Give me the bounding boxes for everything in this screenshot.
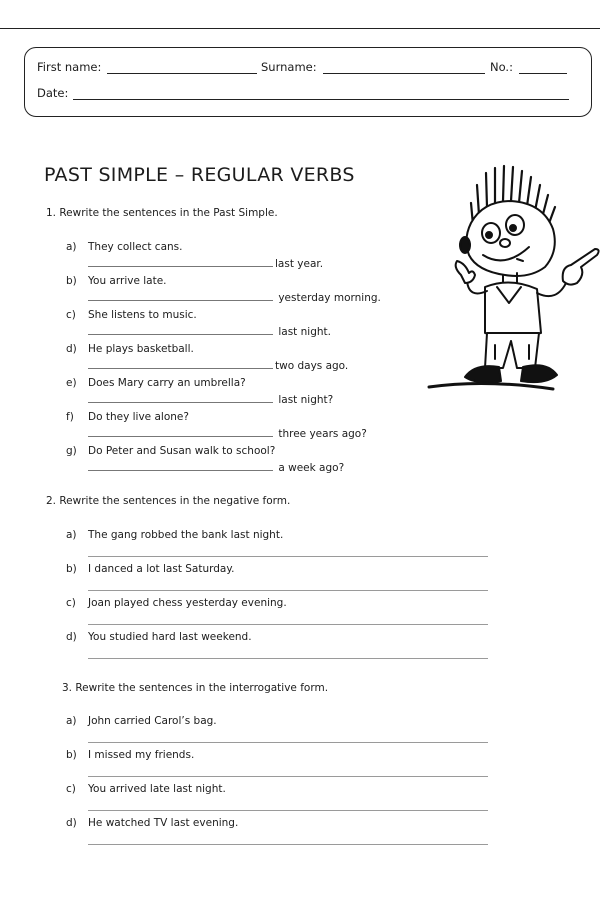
exercise1-answer-d[interactable]: two days ago. [88,360,348,372]
exercise1-item-b: b) You arrive late. [66,275,167,287]
exercise3-answer-line-a[interactable] [88,742,488,743]
surname-label: Surname: [261,60,317,74]
exercise2-item-a: a) The gang robbed the bank last night. [66,529,284,541]
exercise1-item-c: c) She listens to music. [66,309,197,321]
surname-field[interactable] [323,73,485,74]
first-name-field[interactable] [107,73,257,74]
exercise1-answer-e[interactable]: last night? [88,394,333,406]
exercise2-heading: 2. Rewrite the sentences in the negative form. [46,495,291,507]
exercise1-answer-f[interactable]: three years ago? [88,428,367,440]
exercise1-heading: 1. Rewrite the sentences in the Past Simple. [46,207,278,219]
exercise1-answer-b[interactable]: yesterday morning. [88,292,381,304]
exercise1-answer-g[interactable]: a week ago? [88,462,344,474]
exercise2-answer-line-b[interactable] [88,590,488,591]
exercise1-answer-c[interactable]: last night. [88,326,331,338]
date-label: Date: [37,86,69,100]
exercise2-item-d: d) You studied hard last weekend. [66,631,252,643]
exercise1-item-e: e) Does Mary carry an umbrella? [66,377,246,389]
exercise3-answer-line-c[interactable] [88,810,488,811]
exercise2-item-c: c) Joan played chess yesterday evening. [66,597,287,609]
exercise3-item-b: b) I missed my friends. [66,749,195,761]
exercise3-item-a: a) John carried Carol’s bag. [66,715,217,727]
exercise2-answer-line-a[interactable] [88,556,488,557]
exercise3-item-d: d) He watched TV last evening. [66,817,239,829]
exercise1-item-d: d) He plays basketball. [66,343,194,355]
cartoon-boy-pointing-icon [425,163,600,398]
first-name-label: First name: [37,60,102,74]
student-info-box [24,47,592,117]
exercise3-answer-line-d[interactable] [88,844,488,845]
exercise2-answer-line-d[interactable] [88,658,488,659]
exercise1-item-a: a) They collect cans. [66,241,183,253]
date-field[interactable] [73,99,569,100]
exercise3-item-c: c) You arrived late last night. [66,783,226,795]
number-label: No.: [490,60,513,74]
top-rule [0,28,600,29]
page-title: PAST SIMPLE – REGULAR VERBS [44,164,355,186]
exercise2-item-b: b) I danced a lot last Saturday. [66,563,235,575]
exercise3-heading: 3. Rewrite the sentences in the interrogative form. [62,682,329,694]
exercise3-answer-line-b[interactable] [88,776,488,777]
exercise1-item-g: g) Do Peter and Susan walk to school? [66,445,276,457]
exercise1-item-f: f) Do they live alone? [66,411,189,423]
number-field[interactable] [519,73,567,74]
exercise2-answer-line-c[interactable] [88,624,488,625]
exercise1-answer-a[interactable]: last year. [88,258,323,270]
